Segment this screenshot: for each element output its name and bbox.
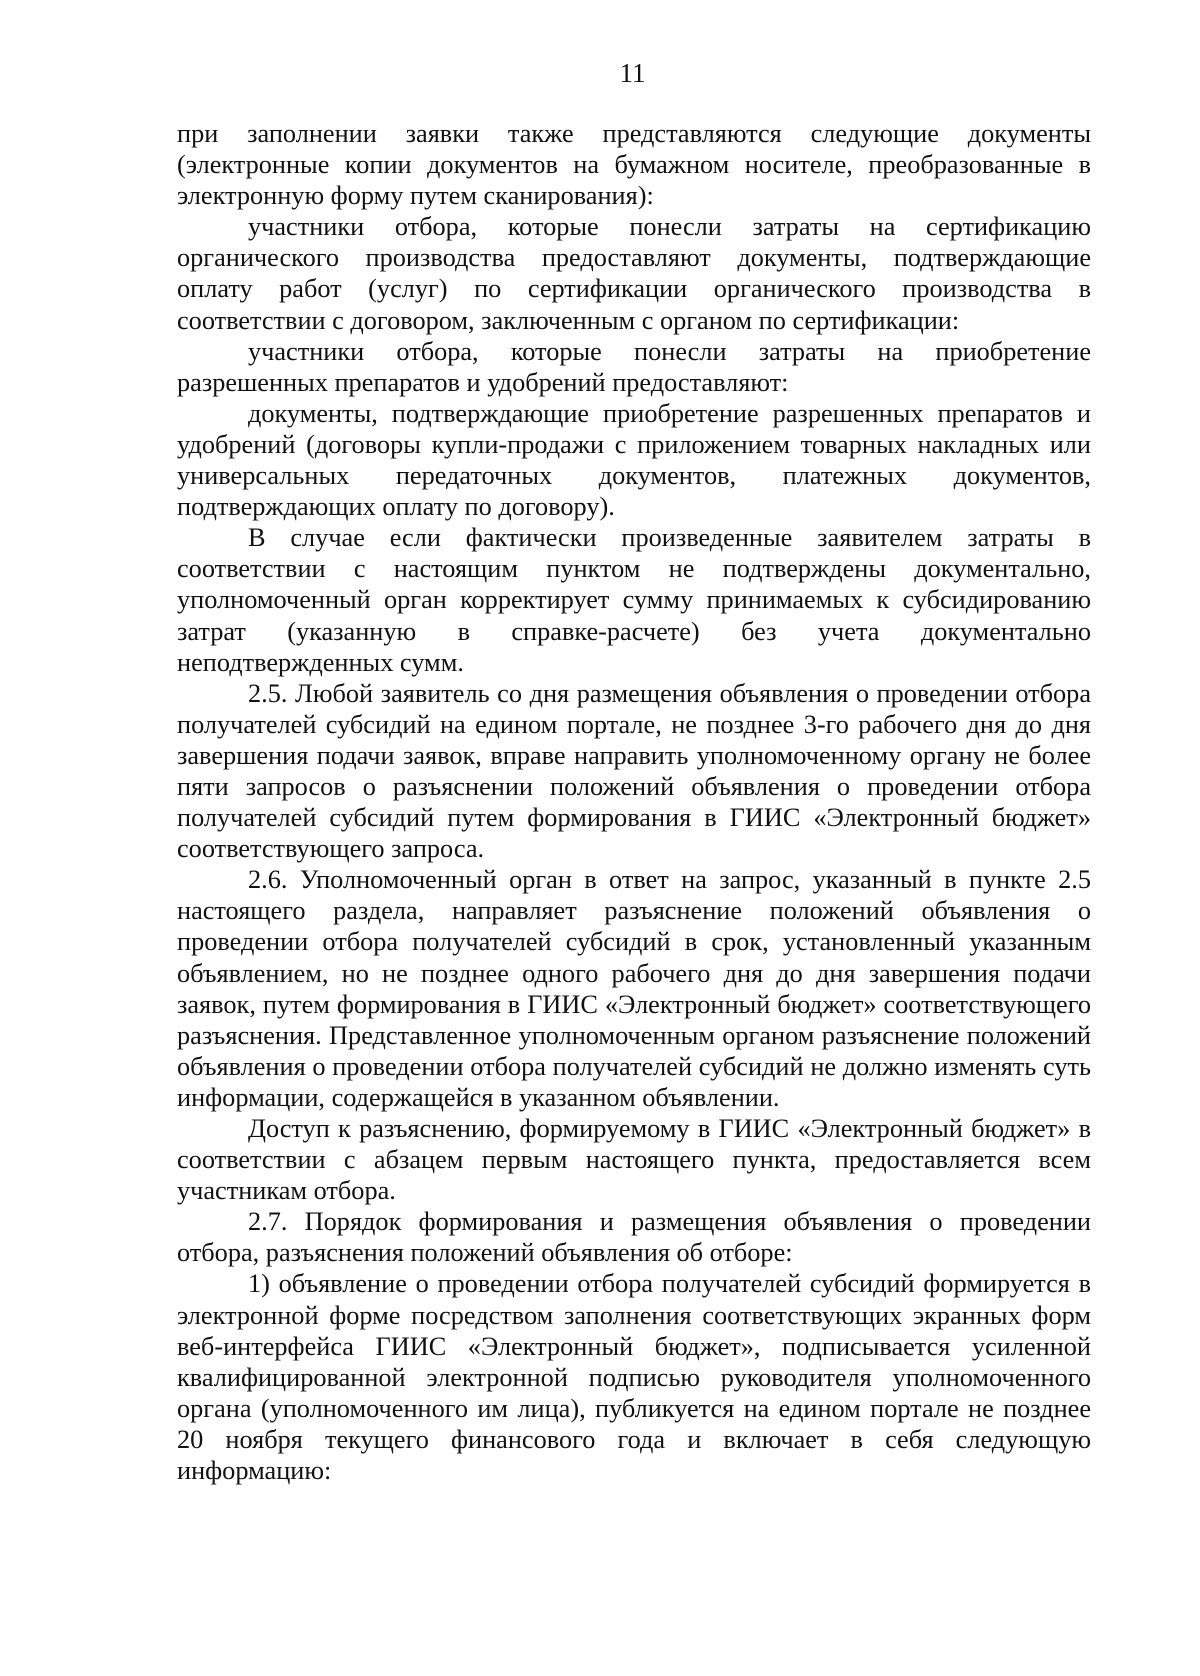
paragraph-clause-2-7: 2.7. Порядок формирования и размещения объявления о проведении отбора, разъяснения положений объявления об отборе:	[177, 1207, 1091, 1268]
document-body	[177, 118, 1091, 1486]
paragraph-purchase-costs: участники отбора, которые понесли затраты на приобретение разрешенных препаратов и удобрений предоставляют:	[177, 336, 1091, 397]
paragraph-unconfirmed-costs: В случае если фактически произведенные заявителем затраты в соответствии с настоящим пунктом не подтверждены документально, уполномоченный орган корректирует сумму принимаемых к субсидированию затрат (указанную в справке-расчете) без учета документально неподтвержденных сумм.	[177, 523, 1091, 677]
paragraph-clause-2-6: 2.6. Уполномоченный орган в ответ на запрос, указанный в пункте 2.5 настоящего раздела, направляет разъяснение положений объявления о проведении отбора получателей субсидий в срок, установленный указанным объявлением, но не позднее одного рабочего дня до дня завершения подачи заявок, путем формирования в ГИИС «Электронный бюджет» соответствующего разъяснения. Представленное уполномоченным органом разъяснение положений объявления о проведении отбора получателей субсидий не должно изменять суть информации, содержащейся в указанном объявлении.	[177, 865, 1091, 1112]
paragraph-clause-2-5: 2.5. Любой заявитель со дня размещения объявления о проведении отбора получателей субсидий на едином портале, не позднее 3-го рабочего дня до дня завершения подачи заявок, вправе направить уполномоченному органу не более пяти запросов о разъяснении положений объявления о проведении отбора получателей субсидий путем формирования в ГИИС «Электронный бюджет» соответствующего запроса.	[177, 678, 1091, 864]
paragraph-certification-costs: участники отбора, которые понесли затраты на сертификацию органического производства предоставляют документы, подтверждающие оплату работ (услуг) по сертификации органического производства в соответствии с договором, заключенным с органом по сертификации:	[177, 212, 1091, 335]
paragraph-purchase-documents: документы, подтверждающие приобретение разрешенных препаратов и удобрений (договоры купли-продажи с приложением товарных накладных или универсальных передаточных документов, платежных документов, подтверждающих оплату по договору).	[177, 398, 1091, 522]
paragraph-continuation: при заполнении заявки также представляются следующие документы (электронные копии документов на бумажном носителе, преобразованные в электронную форму путем сканирования):	[177, 119, 1091, 211]
page-number: 11	[619, 58, 646, 88]
paragraph-clarification-access: Доступ к разъяснению, формируемому в ГИИС «Электронный бюджет» в соответствии с абзацем первым настоящего пункта, предоставляется всем участникам отбора.	[177, 1114, 1091, 1206]
paragraph-clause-2-7-1: 1) объявление о проведении отбора получателей субсидий формируется в электронной форме посредством заполнения соответствующих экранных форм веб-интерфейса ГИИС «Электронный бюджет», подписывается усиленной квалифицированной электронной подписью руководителя уполномоченного органа (уполномоченного им лица), публикуется на едином портале не позднее 20 ноября текущего финансового года и включает в себя следующую информацию:	[177, 1269, 1091, 1486]
